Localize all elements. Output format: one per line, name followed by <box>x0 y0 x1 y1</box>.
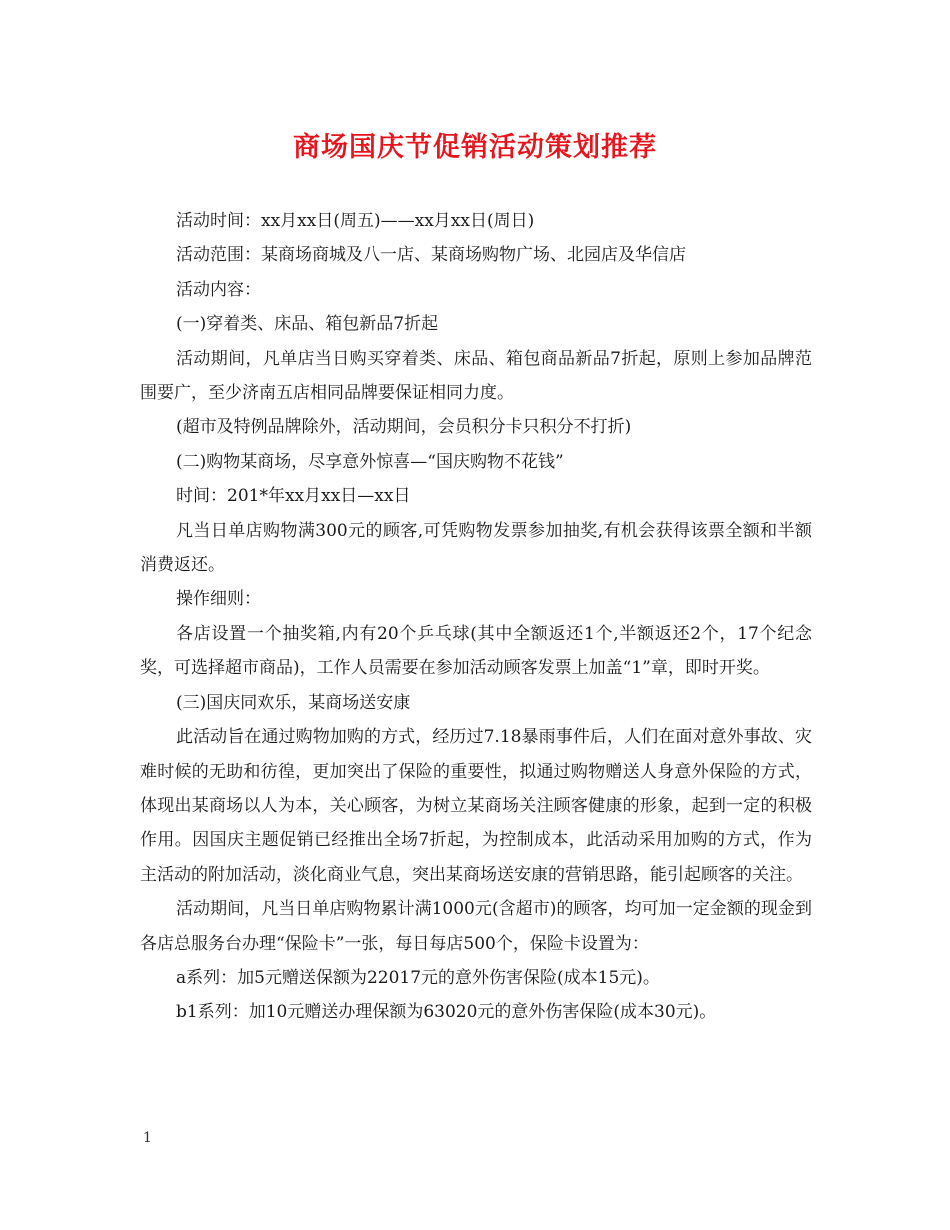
paragraph: 凡当日单店购物满300元的顾客,可凭购物发票参加抽奖,有机会获得该票全额和半额消费返还。 <box>140 520 812 576</box>
paragraph: 活动期间，凡单店当日购买穿着类、床品、箱包商品新品7折起，原则上参加品牌范围要广，至少济南五店相同品牌要保证相同力度。 <box>140 348 812 404</box>
paragraph: 各店设置一个抽奖箱,内有20个乒乓球(其中全额返还1个,半额返还2个，17个纪念奖，可选择超市商品)，工作人员需要在参加活动顾客发票上加盖“1”章，即时开奖。 <box>140 623 812 679</box>
paragraph-series-b1: b1系列：加10元赠送办理保额为63020元的意外伤害保险(成本30元)。 <box>176 1002 717 1023</box>
paragraph-activity-scope: 活动范围：某商场商城及八一店、某商场购物广场、北园店及华信店 <box>176 245 686 266</box>
paragraph-activity-time: 活动时间：xx月xx日(周五)——xx月xx日(周日) <box>176 211 535 231</box>
paragraph-activity-content-heading: 活动内容： <box>176 279 261 300</box>
paragraph: (超市及特例品牌除外，活动期间，会员积分卡只积分不打折) <box>176 417 632 438</box>
paragraph: 此活动旨在通过购物加购的方式，经历过7.18暴雨事件后，人们在面对意外事故、灾难时候的无助和彷徨，更加突出了保险的重要性，拟通过购物赠送人身意外保险的方式，体现出某商场以人为本，关心顾客，为树立某商场关注顾客健康的形象，起到一定的积极作用。因国庆主题促销已经推出全场7折起，为控制成本，此活动采用加购的方式，作为主活动的附加活动，淡化商业气息，突出某商场送安康的营销思路，能引起顾客的关注。 <box>140 727 812 885</box>
paragraph-series-a: a系列：加5元赠送保额为22017元的意外伤害保险(成本15元)。 <box>176 967 660 988</box>
page-number: 1 <box>143 1130 152 1146</box>
document-body <box>140 204 812 1030</box>
paragraph-operation-heading: 操作细则： <box>176 589 261 610</box>
section-heading-2: (二)购物某商场，尽享意外惊喜—“国庆购物不花钱” <box>176 451 564 472</box>
paragraph: 时间：201*年xx月xx日—xx日 <box>176 486 411 507</box>
section-heading-1: (一)穿着类、床品、箱包新品7折起 <box>176 314 439 335</box>
document-title: 商场国庆节促销活动策划推荐 <box>293 132 657 163</box>
paragraph: 活动期间，凡当日单店购物累计满1000元(含超市)的顾客，均可加一定金额的现金到各店总服务台办理“保险卡”一张，每日每店500个，保险卡设置为： <box>140 899 812 954</box>
section-heading-3: (三)国庆同欢乐，某商场送安康 <box>176 692 411 713</box>
